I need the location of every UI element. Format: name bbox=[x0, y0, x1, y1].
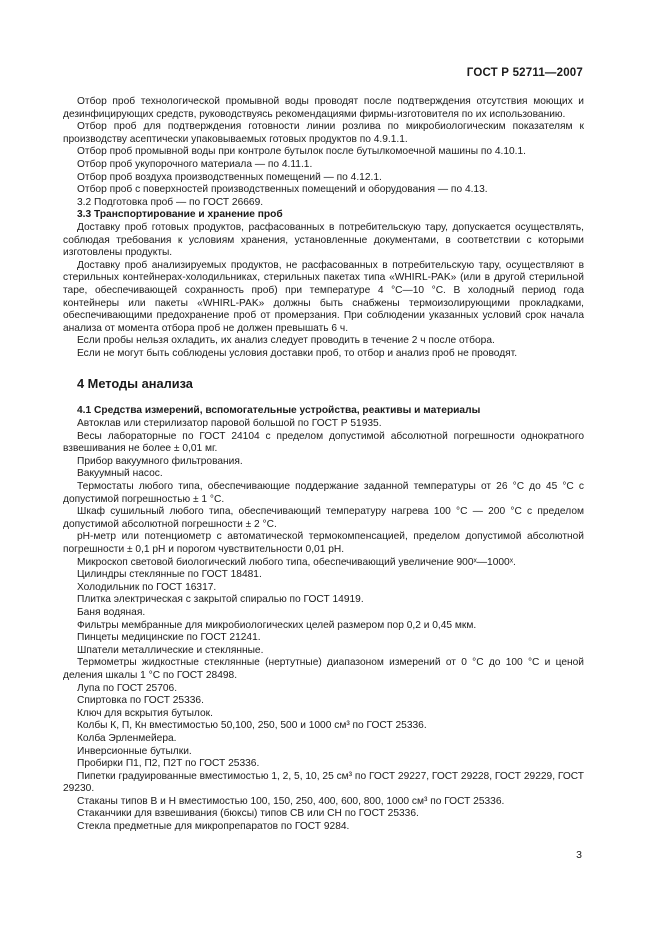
subsection-heading: 4.1 Средства измерений, вспомогательные устройства, реактивы и материалы bbox=[77, 405, 481, 417]
list-item: Прибор вакуумного фильтрования. bbox=[77, 455, 243, 467]
list-item: Микроскоп световой биологический любого типа, обеспечивающий увеличение 900ˣ—1000ˣ. bbox=[77, 556, 516, 568]
list-item: Баня водяная. bbox=[77, 606, 146, 618]
list-item: Спиртовка по ГОСТ 25336. bbox=[77, 695, 204, 707]
list-item: Термостаты любого типа, обеспечивающие поддержание заданной температуры от 26 °С до 45 °С с допустимой погрешностью ± 1 °С. bbox=[63, 481, 584, 505]
list-item: Колбы К, П, Кн вместимостью 50,100, 250, 500 и 1000 см³ по ГОСТ 25336. bbox=[77, 720, 427, 732]
paragraph: Доставку проб анализируемых продуктов, не расфасованных в потребительскую тару, осуществляют в стерильных контейнерах-холодильниках, стерильных пакетах типа «WHIRL-PAK» (или в другой стерильной таре, обеспечивающей сохранность проб) при температуре 4 °С—10 °С. В холодный период года контейнеры или пакеты «WHIRL-PAK» должны быть снабжены термоизолирующими прокладками, обеспечивающими предохранение проб от промерзания. При соблюдении указанных условий срок начала анализа от момента отбора проб не должен превышать 6 ч. bbox=[63, 259, 584, 334]
paragraph: Отбор проб с поверхностей производственных помещений и оборудования — по 4.13. bbox=[77, 184, 488, 196]
list-item: Инверсионные бутылки. bbox=[77, 745, 192, 757]
list-item: рН-метр или потенциометр с автоматической термокомпенсацией, пределом допустимой абсолютной погрешности ± 0,1 рН и порогом чувствительности 0,01 рН. bbox=[63, 531, 584, 555]
list-item: Цилиндры стеклянные по ГОСТ 18481. bbox=[77, 569, 262, 581]
paragraph: Если пробы нельзя охладить, их анализ следует проводить в течение 2 ч после отбора. bbox=[77, 335, 495, 347]
paragraph: 3.2 Подготовка проб — по ГОСТ 26669. bbox=[77, 196, 264, 208]
list-item: Вакуумный насос. bbox=[77, 468, 163, 480]
document-body bbox=[63, 96, 584, 834]
section-heading: 4 Методы анализа bbox=[77, 376, 193, 392]
paragraph: Если не могут быть соблюдены условия доставки проб, то отбор и анализ проб не проводят. bbox=[77, 347, 518, 359]
paragraph: Отбор проб для подтверждения готовности линии розлива по микробиологическим показателям к производству асептически упаковываемых готовых продуктов по 4.9.1.1. bbox=[63, 121, 584, 145]
page-number: 3 bbox=[576, 849, 582, 861]
list-item: Холодильник по ГОСТ 16317. bbox=[77, 581, 217, 593]
list-item: Стаканчики для взвешивания (бюксы) типов СВ или СН по ГОСТ 25336. bbox=[77, 808, 419, 820]
list-item: Стекла предметные для микропрепаратов по ГОСТ 9284. bbox=[77, 821, 350, 833]
list-item: Шкаф сушильный любого типа, обеспечивающий температуру нагрева 100 °С — 200 °С с пределом допустимой абсолютной погрешности ± 2 °С. bbox=[63, 506, 584, 530]
paragraph: Отбор проб укупорочного материала — по 4.11.1. bbox=[77, 158, 313, 170]
list-item: Пипетки градуированные вместимостью 1, 2, 5, 10, 25 см³ по ГОСТ 29227, ГОСТ 29228, ГОСТ 29229, ГОСТ 29230. bbox=[63, 770, 584, 795]
equipment-list bbox=[63, 418, 584, 834]
subsection-heading: 3.3 Транспортирование и хранение проб bbox=[77, 209, 283, 221]
list-item: Пробирки П1, П2, П2Т по ГОСТ 25336. bbox=[77, 758, 260, 770]
list-item: Ключ для вскрытия бутылок. bbox=[77, 707, 213, 719]
list-item: Фильтры мембранные для микробиологических целей размером пор 0,2 и 0,45 мкм. bbox=[77, 619, 477, 631]
list-item: Стаканы типов В и Н вместимостью 100, 150, 250, 400, 600, 800, 1000 см³ по ГОСТ 25336. bbox=[77, 795, 505, 807]
list-item: Автоклав или стерилизатор паровой большой по ГОСТ Р 51935. bbox=[77, 418, 382, 430]
paragraph: Доставку проб готовых продуктов, расфасованных в потребительскую тару, допускается осуществлять, соблюдая требования к условиям хранения, установленные документами, в соответствии с которыми изготовлены продукты. bbox=[63, 221, 584, 259]
list-item: Колба Эрленмейера. bbox=[77, 732, 177, 744]
paragraph: Отбор проб воздуха производственных помещений — по 4.12.1. bbox=[77, 171, 382, 183]
list-item: Весы лабораторные по ГОСТ 24104 с пределом допустимой абсолютной погрешности однократного взвешивания не более ± 0,01 мг. bbox=[63, 430, 584, 455]
document-header: ГОСТ Р 52711—2007 bbox=[466, 67, 583, 79]
list-item: Шпатели металлические и стеклянные. bbox=[77, 644, 264, 656]
list-item: Лупа по ГОСТ 25706. bbox=[77, 682, 178, 694]
paragraph: Отбор проб промывной воды при контроле бутылок после бутылкомоечной машины по 4.10.1. bbox=[77, 146, 527, 158]
list-item: Плитка электрическая с закрытой спиралью по ГОСТ 14919. bbox=[77, 594, 364, 606]
list-item: Термометры жидкостные стеклянные (нертутные) диапазоном измерений от 0 °С до 100 °С и ценой деления шкалы 1 °С по ГОСТ 28498. bbox=[63, 657, 584, 681]
paragraph: Отбор проб технологической промывной воды проводят после подтверждения отсутствия моющих и дезинфицирующих средств, руководствуясь рекомендациями фирмы-изготовителя по их использованию. bbox=[63, 96, 584, 120]
list-item: Пинцеты медицинские по ГОСТ 21241. bbox=[77, 632, 261, 644]
